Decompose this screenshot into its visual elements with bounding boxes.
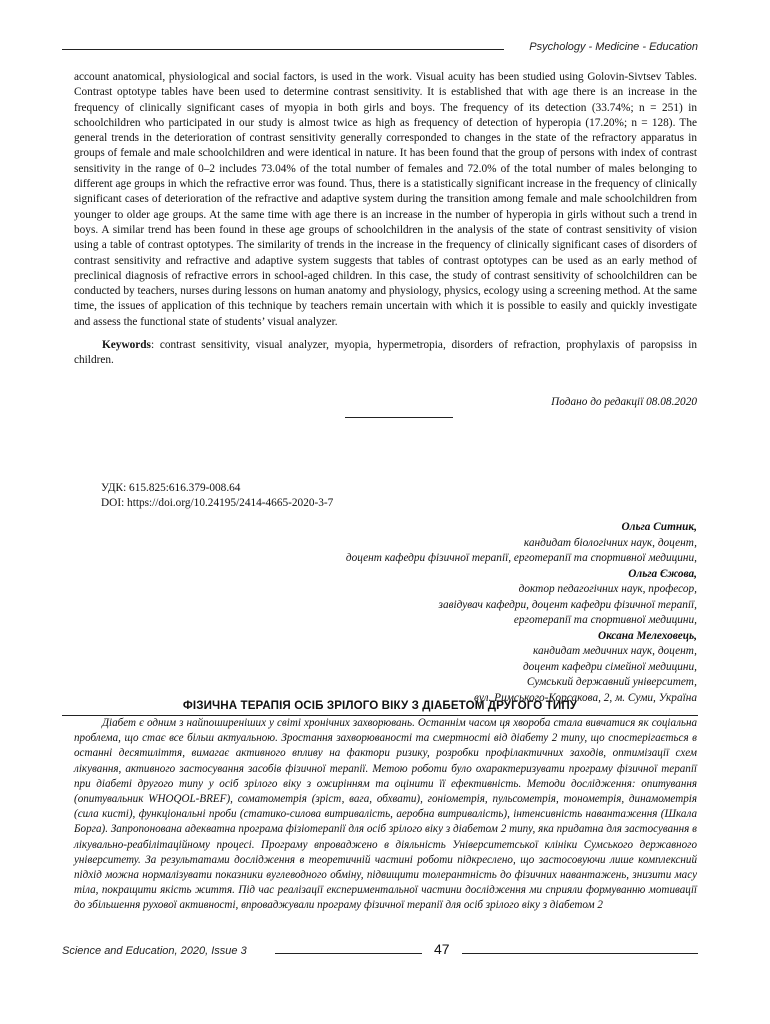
footer-rule <box>462 953 698 954</box>
author-name: Ольга Єжова, <box>628 567 697 580</box>
author-name: Ольга Ситник, <box>621 521 697 533</box>
keywords-paragraph <box>74 338 697 369</box>
udc-code: УДК: 615.825:616.379-008.64 <box>101 482 241 494</box>
journal-citation: Science and Education, 2020, Issue 3 <box>62 945 247 957</box>
doi-link[interactable]: DOI: https://doi.org/10.24195/2414-4665-2020-3-7 <box>101 497 334 509</box>
article-title: ФІЗИЧНА ТЕРАПІЯ ОСІБ ЗРІЛОГО ВІКУ З ДІАБЕТОМ ДРУГОГО ТИПУ <box>182 699 578 712</box>
author-block <box>97 520 697 706</box>
running-title: Psychology - Medicine - Education <box>529 41 698 53</box>
author-affiliation-line: доцент кафедри фізичної терапії, ерготерапії та спортивної медицини, <box>345 552 697 564</box>
author-affiliation-line: доцент кафедри сімейної медицини, <box>522 660 697 673</box>
author-affiliation-line: завідувач кафедри, доцент кафедри фізичної терапії, <box>438 598 697 611</box>
submission-date: Подано до редакції 08.08.2020 <box>551 396 697 408</box>
running-header <box>62 40 698 56</box>
article-divider <box>345 417 453 418</box>
author-affiliation-line: кандидат біологічних наук, доцент, <box>523 536 697 549</box>
author-name: Оксана Мелеховець, <box>597 629 697 642</box>
english-abstract-body: account anatomical, physiological and social factors, is used in the work. Visual acuity has been studied using Golovin-Sivtsev Tables. Contrast optotype tables have been used to determine contrast sensitivity. It is established that with age there is an increase in the frequency of clinically significant cases of myopia in both girls and boys. The frequency of its detection (33.74%; n = 251) in schoolchildren who participated in our study is almost twice as high as frequency of detection of hyperopia (17.20%; n = 128). The general trends in the deterioration of contrast sensitivity generally corresponded to changes in the state of the refractory apparatus in groups of female and male schoolchildren and were identical in nature. It has been found that the group of persons with index of contrast sensitivity in the range of 0–2 includes 73.04% of the total number of females and 72.0% of the total number of males belonging to different age groups in which the refractive error was found. Thus, there is a statistically significant increase in the frequency of clinically significant cases of deterioration of the refractive and adaptive system during the transition among female and male schoolchildren from younger to older age groups. At the same time with age there is an increase in the number of hyperopia in girls without such a trend in boys. A similar trend has been found in these age groups of schoolchildren in the analysis of the state of contrast sensitivity of vision using a table of contrast optotypes. The similarity of trends in the increase in the frequency of clinically significant cases of disorders of contrast sensitivity and refractive and adaptive system suggests that tables of contrast optotypes can be used as an early method of preclinical diagnosis of refractive errors in school-aged children. In this case, the study of contrast sensitivity of schoolchildren can be conducted by teachers, nurses during lessons on human anatomy and physiology, physics, ecology using a screening method. At the same time, the issues of application of this technique by teachers remain uncertain with which it is possible to easily and quickly investigate and assess the functional state of students’ visual analyzer. <box>74 71 697 328</box>
author-affiliation-line: кандидат медичних наук, доцент, <box>533 645 697 657</box>
header-rule <box>62 49 504 50</box>
keywords-list: : contrast sensitivity, visual analyzer, myopia, hypermetropia, disorders of refraction, prophylaxis of paropsiss in children. <box>74 339 697 367</box>
author-affiliation-line: ерготерапії та спортивної медицини, <box>513 614 697 626</box>
ukrainian-abstract: Діабет є одним з найпоширеніших у світі хронічних захворювань. Останнім часом ця хвороба стала вивчатися як соціальна проблема, що стає все більш актуальною. Зростання захворюваності та смертності від діабету 2 типу, що спостерігається в останні десятиліття, вимагає активного впливу на фактори ризику, розробки профілактичних заходів, оптимізації схем лікування, активного застосування засобів фізичної терапії. Метою роботи було охарактеризувати програму фізичної терапії при діабеті другого типу у осіб зрілого віку з ожирінням та оцінити її ефективність. Методи дослідження: опитування (опитувальник WHOQOL-BREF), соматометрія (зріст, вага, обхвати), гоніометрія, пульсометрія, тонометрія, динамометрія (сила кисті), функціональні проби (статико-силова витривалість, аеробна витривалість), інтенсивність навантаження (Шкала Борга). Запропонована адекватна програма фізіотерапії для осіб зрілого віку з діабетом 2 типу, яка придатна для застосування в лікувально-реабілітаційному процесі. Програму впроваджено в діяльність Університетської клініки Сумського державного університету. За результатами дослідження в теоретичній частині роботи підкреслено, що застосовуючи лише комплексний підхід можна нормалізувати показники вуглеводного обміну, підвищити толерантність до фізичних навантажень, знизити масу тіла, покращити якість життя. Під час реалізації експериментальної частини дослідження ми сприяли формуванню мотивації до збільшення рухової активності, впроваджували програму фізичної терапії для осіб зрілого віку з діабетом 2 <box>74 717 697 912</box>
keywords-label: Keywords <box>102 339 151 351</box>
footer-rule <box>275 953 422 954</box>
author-affiliation-line: Сумський державний університет, <box>526 676 697 688</box>
article-identifiers <box>101 481 333 511</box>
page-number: 47 <box>434 941 450 957</box>
author-affiliation-line: доктор педагогічних наук, професор, <box>518 583 697 595</box>
author-affiliation-line: вул. Римського-Корсакова, 2, м. Суми, Україна <box>473 691 697 704</box>
page-footer <box>62 941 698 961</box>
